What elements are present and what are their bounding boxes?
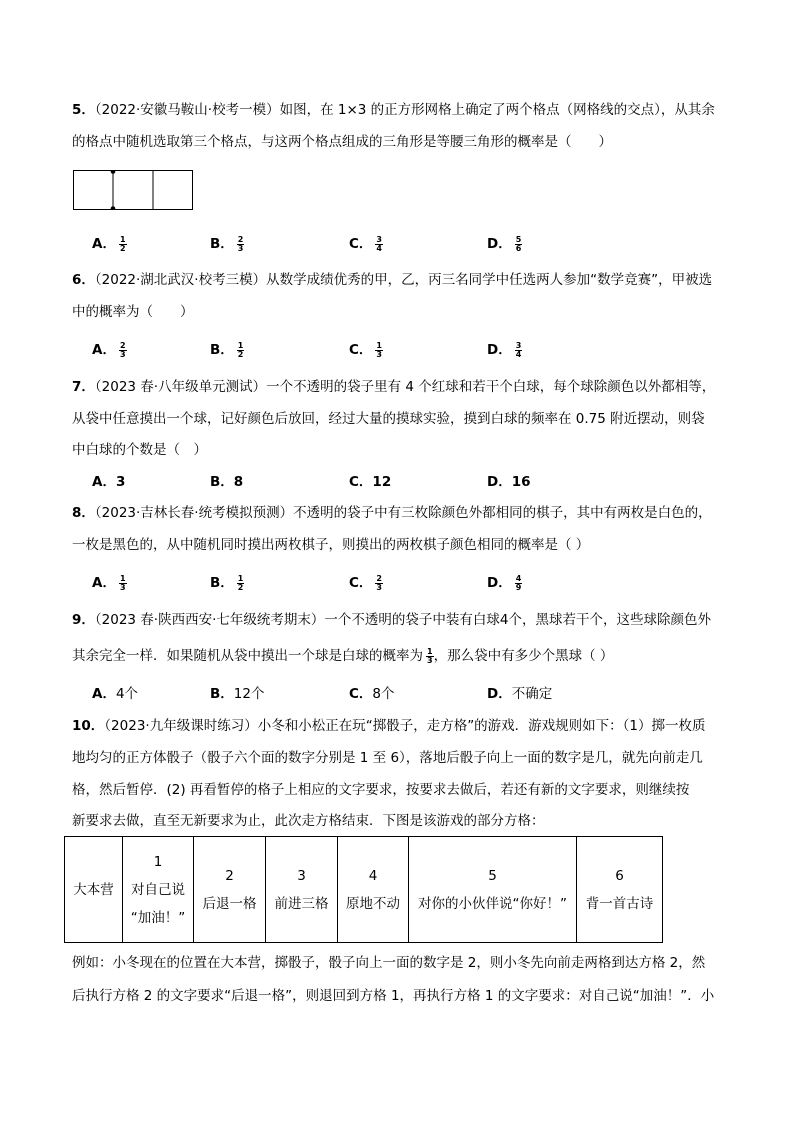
grid-figure xyxy=(73,170,193,210)
q5-option-b[interactable]: B． $\frac{2}{3}$ xyxy=(210,234,244,253)
q10-line3: 格，然后暂停．(2) 再看暂停的格子上相应的文字要求，按要求去做后，若还有新的文字要求，则继续按 xyxy=(72,782,690,798)
q6-option-c[interactable]: C． $\frac{1}{3}$ xyxy=(349,340,382,359)
table-cell-start: 大本营 xyxy=(65,837,123,943)
q10-line1: 10．（2023·九年级课时练习）小冬和小松正在玩“掷骰子，走方格”的游戏．游戏规则如下：（1）掷一枚质 xyxy=(72,718,706,734)
q9-line1: 9．（2023 春·陕西西安·七年级统考期末）一个不透明的袋子中装有白球4个，黑球若干个，这些球除颜色外 xyxy=(72,612,711,628)
q9-line2: 其余完全一样．如果随机从袋中摸出一个球是白球的概率为 $\frac{1}{3}$ ，那么袋中有多少个黑球（ ） xyxy=(72,646,614,665)
q8-line1: 8．（2023·吉林长春·统考模拟预测）不透明的袋子中有三枚除颜色外都相同的棋子，其中有两枚是白色的， xyxy=(72,505,712,521)
q7-line1: 7．（2023 春·八年级单元测试）一个不透明的袋子里有 4 个红球和若干个白球，每个球除颜色以外都相等， xyxy=(72,379,716,395)
q8-number: 8． xyxy=(72,505,95,521)
q5-line2: 的格点中随机选取第三个格点，与这两个格点组成的三角形是等腰三角形的概率是（ ） xyxy=(72,134,612,150)
q7-option-b[interactable]: B．8 xyxy=(210,474,244,490)
table-cell-5: 5 对你的小伙伴说“你好！” xyxy=(409,837,577,943)
q8-option-c[interactable]: C． $\frac{2}{3}$ xyxy=(349,573,382,592)
q7-option-c[interactable]: C．12 xyxy=(349,474,392,490)
q10-example-line1: 例如：小冬现在的位置在大本营，掷骰子，骰子向上一面的数字是 2，则小冬先向前走两格到达方格 2，然 xyxy=(72,955,706,971)
table-cell-2: 2 后退一格 xyxy=(194,837,266,943)
q6-option-a[interactable]: A． $\frac{2}{3}$ xyxy=(92,340,126,359)
q7-line3: 中白球的个数是（ ） xyxy=(72,442,207,458)
q5-line1: 5．（2022·安徽马鞍山·校考一模）如图，在 1×3 的正方形网格上确定了两个格点（网格线的交点），从其余 xyxy=(72,102,715,118)
q9-option-a[interactable]: A．4个 xyxy=(92,686,139,702)
q10-line4: 新要求去做，直至无新要求为止，此次走方格结束．下图是该游戏的部分方格： xyxy=(72,813,545,829)
q7-option-d[interactable]: D．16 xyxy=(487,474,531,490)
grid-point-top xyxy=(111,170,116,174)
q7-option-a[interactable]: A．3 xyxy=(92,474,126,490)
q9-option-b[interactable]: B．12个 xyxy=(210,686,265,702)
q9-option-d[interactable]: D．不确定 xyxy=(487,686,553,702)
q9-number: 9． xyxy=(72,612,95,628)
q5-option-c[interactable]: C． $\frac{3}{4}$ xyxy=(349,234,382,253)
q5-option-a[interactable]: A． $\frac{1}{2}$ xyxy=(92,234,126,253)
q8-option-b[interactable]: B． $\frac{1}{2}$ xyxy=(210,573,244,592)
game-board-table xyxy=(64,836,663,943)
table-cell-6: 6 背一首古诗 xyxy=(577,837,663,943)
table-cell-1: 1 对自己说 “加油！” xyxy=(123,837,194,943)
q5-number: 5． xyxy=(72,102,95,118)
q7-number: 7． xyxy=(72,379,95,395)
q6-line1: 6．（2022·湖北武汉·校考三模）从数学成绩优秀的甲，乙，丙三名同学中任选两人参加“数学竞赛”，甲被选 xyxy=(72,272,713,288)
q8-line2: 一枚是黑色的，从中随机同时摸出两枚棋子，则摸出的两枚棋子颜色相同的概率是（ ） xyxy=(72,537,590,553)
q9-option-c[interactable]: C．8个 xyxy=(349,686,395,702)
q10-example-line2: 后执行方格 2 的文字要求“后退一格”，则退回到方格 1，再执行方格 1 的文字要求：对自己说“加油！”．小 xyxy=(72,988,715,1004)
table-cell-3: 3 前进三格 xyxy=(266,837,338,943)
q7-line2: 从袋中任意摸出一个球，记好颜色后放回，经过大量的摸球实验，摸到白球的频率在 0.75 附近摆动，则袋 xyxy=(72,411,705,427)
q5-option-d[interactable]: D． $\frac{5}{6}$ xyxy=(487,234,522,253)
q9-fraction: $\frac{1}{3}$ xyxy=(427,646,433,665)
q8-option-d[interactable]: D． $\frac{4}{9}$ xyxy=(487,573,522,592)
q6-line2: 中的概率为（ ） xyxy=(72,304,194,320)
q6-number: 6． xyxy=(72,272,95,288)
q8-option-a[interactable]: A． $\frac{1}{3}$ xyxy=(92,573,126,592)
grid-point-bottom xyxy=(111,206,116,210)
q10-line2: 地均匀的正方体骰子（骰子六个面的数字分别是 1 至 6），落地后骰子向上一面的数字是几，就先向前走几 xyxy=(72,750,703,766)
q6-option-d[interactable]: D． $\frac{3}{4}$ xyxy=(487,340,522,359)
q10-number: 10． xyxy=(72,718,105,734)
table-cell-4: 4 原地不动 xyxy=(338,837,409,943)
q6-option-b[interactable]: B． $\frac{1}{2}$ xyxy=(210,340,244,359)
